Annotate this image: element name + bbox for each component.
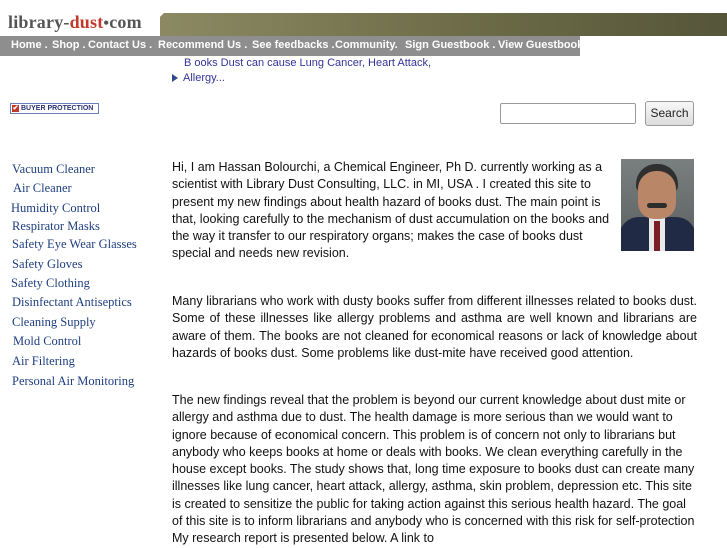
sidebar-item-air-cleaner[interactable]: Air Cleaner	[13, 181, 72, 195]
header-band-slant	[140, 13, 164, 36]
nav-sign-guestbook[interactable]: Sign Guestbook .	[405, 39, 496, 51]
sidebar-item-safety-eye-wear-glasses[interactable]: Safety Eye Wear Glasses	[12, 237, 137, 251]
sidebar-item-personal-air-monitoring[interactable]: Personal Air Monitoring	[12, 374, 135, 388]
sidebar-item-disinfectant-antiseptics[interactable]: Disinfectant Antiseptics	[12, 295, 132, 309]
nav-home[interactable]: Home .	[11, 39, 48, 51]
nav-see-feedbacks[interactable]: See feedbacks .	[252, 39, 335, 51]
logo-text-com: com	[109, 12, 142, 32]
nav-contact-us[interactable]: Contact Us .	[88, 39, 153, 51]
search-input[interactable]	[500, 103, 636, 124]
librarians-paragraph: Many librarians who work with dusty books suffer from different illnesses related to books dust. Some of these illnesses like allergy problems and asthma are well known and librarians are aware of them. The books are not cleaned for economical reasons or lack of knowledge about hazards of books dust. Some problems like dust-mite have received good attention.	[172, 294, 697, 360]
nav-view-guestbook[interactable]: View Guestbook	[498, 39, 584, 51]
findings-paragraph: The new findings reveal that the problem is beyond our current knowledge about dust mite or allergy and asthma due to dust. The health damage is more serious than we would want to ignore because of economical concern. This problem is of concern not only to librarians but anybody who keeps books at home or deals with books. We clean everything carefully in the house except books. The study shows that, long time exposure to books dust can create many illnesses like lung cancer, heart attack, allergy, asthma, skin problem, depression etc. This site is created to sensitize the public for taking action against this serious health hazard. The goal of this site is to inform librarians and anybody who is concerned with this risk for self-protection My research report is presented below. A link to	[172, 393, 695, 546]
nav-recommend-us[interactable]: Recommend Us .	[158, 39, 248, 51]
buyer-protection-badge[interactable]	[10, 103, 99, 114]
site-logo[interactable]	[8, 12, 142, 33]
sidebar-item-vacuum-cleaner[interactable]: Vacuum Cleaner	[12, 162, 95, 176]
sidebar-item-safety-clothing[interactable]: Safety Clothing	[11, 276, 90, 290]
sidebar-item-safety-gloves[interactable]: Safety Gloves	[12, 257, 83, 271]
logo-text-dust: dust	[69, 12, 104, 32]
photo-tie	[654, 221, 660, 251]
arrow-right-icon	[172, 74, 178, 82]
headline-line-1[interactable]: B ooks Dust can cause Lung Cancer, Heart Attack,	[184, 57, 432, 69]
headline-line-2-text: Allergy...	[183, 72, 225, 84]
sidebar-item-air-filtering[interactable]: Air Filtering	[12, 354, 75, 368]
sidebar-item-respirator-masks[interactable]: Respirator Masks	[12, 219, 100, 233]
buyer-protection-label: BUYER PROTECTION	[21, 105, 94, 112]
logo-bar	[0, 0, 727, 36]
nav-community[interactable]: Community.	[335, 39, 398, 51]
search-button[interactable]: Search	[645, 101, 694, 126]
photo-face	[638, 171, 676, 219]
intro-paragraph: Hi, I am Hassan Bolourchi, a Chemical Engineer, Ph D. currently working as a scientist with Library Dust Consulting, LLC. in MI, USA . I created this site to present my new findings about health hazard of books dust. The main point is that, looking carefully to the mechanism of dust accumulation on the books and the way it transfer to our respiratory organs; makes the case of books dust special and needs new revision.	[172, 160, 610, 261]
check-icon: ✔	[12, 105, 19, 112]
photo-moustache	[647, 203, 667, 208]
sidebar-item-cleaning-supply[interactable]: Cleaning Supply	[12, 315, 96, 329]
logo-text-library: library-	[8, 12, 70, 32]
nav-shop[interactable]: Shop .	[52, 39, 86, 51]
headline-line-2[interactable]	[172, 72, 225, 84]
logo-dot: •	[103, 15, 110, 32]
author-photo	[621, 159, 694, 251]
top-nav	[0, 36, 584, 56]
header-band	[130, 13, 727, 36]
sidebar-item-mold-control[interactable]: Mold Control	[13, 334, 82, 348]
sidebar-item-humidity-control[interactable]: Humidity Control	[11, 201, 101, 215]
